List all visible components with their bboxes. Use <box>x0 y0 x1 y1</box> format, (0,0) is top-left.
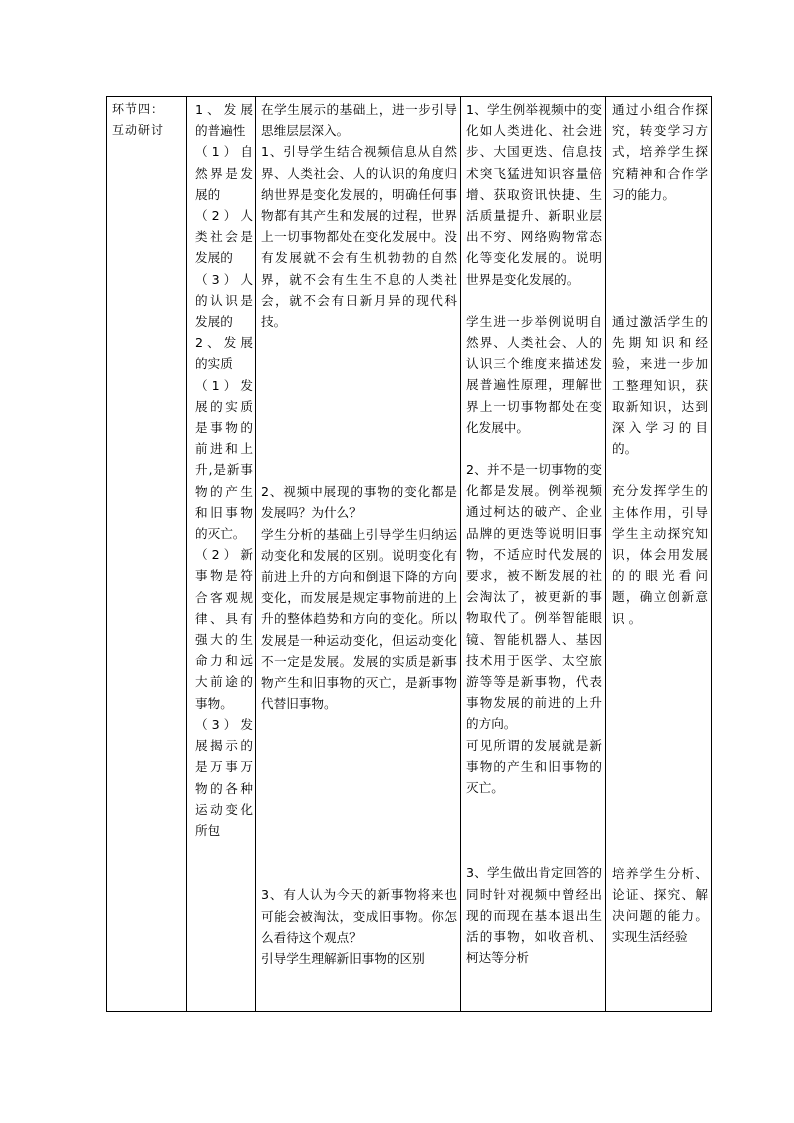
student-paragraph: 2、并不是一切事物的变化都是发展。例举视频通过柯达的破产、企业品牌的更迭等说明旧事物，不适应时代发展的要求，被不断发展的社会淘汰了，被更新的事物取代了。例举智能眼镜、智能机器人、基因技术用于医学、太空旅游等等是新事物，代表事物发展的前进的上升的方向。 <box>466 462 602 732</box>
design-intent-column <box>612 99 708 1011</box>
intent-paragraph: 充分发挥学生的主体作用，引导学生主动探究知识，体会用发展的的眼光看问题，确立创新意识 。 <box>612 483 708 626</box>
lesson-plan-table <box>106 96 712 1012</box>
content-column <box>195 99 253 1011</box>
intent-paragraph: 培养学生分析、论证、探究、解决问题的能力。实现生活经验 <box>612 865 708 945</box>
content-item: 1、发展的普遍性 <box>195 102 253 139</box>
teacher-paragraph: 2、视频中展现的事物的变化都是发展吗？为什么？ <box>261 484 457 521</box>
intent-paragraph: 通过小组合作探究，转变学习方式，培养学生探究精神和合作学习的能力。 <box>612 102 708 202</box>
column-divider <box>460 97 461 1011</box>
content-item: （3）发展揭示的是万事万物的各种运动变化所包 <box>195 716 253 838</box>
stage-label: 环节四： <box>112 102 165 116</box>
student-paragraph: 1、学生例举视频中的变化如人类进化、社会进步、大国更迭、信息技术突飞猛进知识容量倍增、获取资讯快捷、生活质量提升、新职业层出不穷、网络购物常态化等变化发展的。说明世界是变化发展的。 <box>466 102 602 287</box>
column-divider <box>186 97 187 1011</box>
teacher-paragraph: 3、有人认为今天的新事物将来也可能会被淘汰，变成旧事物。你怎么看待这个观点？ <box>261 887 457 945</box>
teacher-paragraph: 在学生展示的基础上，进一步引导思维层层深入。 <box>261 102 457 139</box>
teacher-activity-column <box>261 99 457 1011</box>
teacher-paragraph: 1、引导学生结合视频信息从自然界、人类社会、人的认识的角度归纳世界是变化发展的，明确任何事物都有其产生和发展的过程，世界上一切事物都处在变化发展中。没有发展就不会有生机勃勃的自然界，就不会有生生不息的人类社会，就不会有日新月异的现代科技。 <box>261 144 457 330</box>
content-item: （1）发展的实质是事物的前进和上升,是新事物的产生和旧事物的灭亡。 <box>195 377 253 542</box>
column-divider <box>605 97 606 1011</box>
content-item: （1）自然界是发展的 <box>195 144 253 202</box>
student-paragraph: 3、学生做出肯定回答的同时针对视频中曾经出现的而现在基本退出生活的事物，如收音机、柯达等分析 <box>466 865 602 966</box>
column-divider <box>255 97 256 1011</box>
teacher-paragraph: 学生分析的基础上引导学生归纳运动变化和发展的区别。说明变化有前进上升的方向和倒退下降的方向变化，而发展是规定事物前进的上升的整体趋势和方向的变化。所以发展是一种运动变化，但运动变化不一定是发展。发展的实质是新事物产生和旧事物的灭亡，是新事物代替旧事物。 <box>261 526 457 712</box>
content-item: （3）人的认识是发展的 <box>195 271 253 330</box>
stage-column <box>112 99 178 1011</box>
student-activity-column <box>466 99 602 1011</box>
stage-name: 互动研讨 <box>112 123 165 138</box>
teacher-paragraph: 引导学生理解新旧事物的区别 <box>261 951 425 967</box>
content-item: （2）新事物是符合客观规律、具有强大的生命力和远大前途的事物。 <box>195 547 253 711</box>
student-paragraph: 学生进一步举例说明自然界、人类社会、人的认识三个维度来描述发展普遍性原理，理解世界上一切事物都处在变化发展中。 <box>466 313 602 435</box>
content-item: 2、发展的实质 <box>195 335 253 372</box>
student-paragraph: 可见所谓的发展就是新事物的产生和旧事物的灭亡。 <box>466 737 602 796</box>
intent-paragraph: 通过激活学生的先期知识和经验，来进一步加工整理知识，获取新知识，达到深入学习的目的。 <box>612 314 708 457</box>
content-item: （2）人类社会是发展的 <box>195 208 253 266</box>
